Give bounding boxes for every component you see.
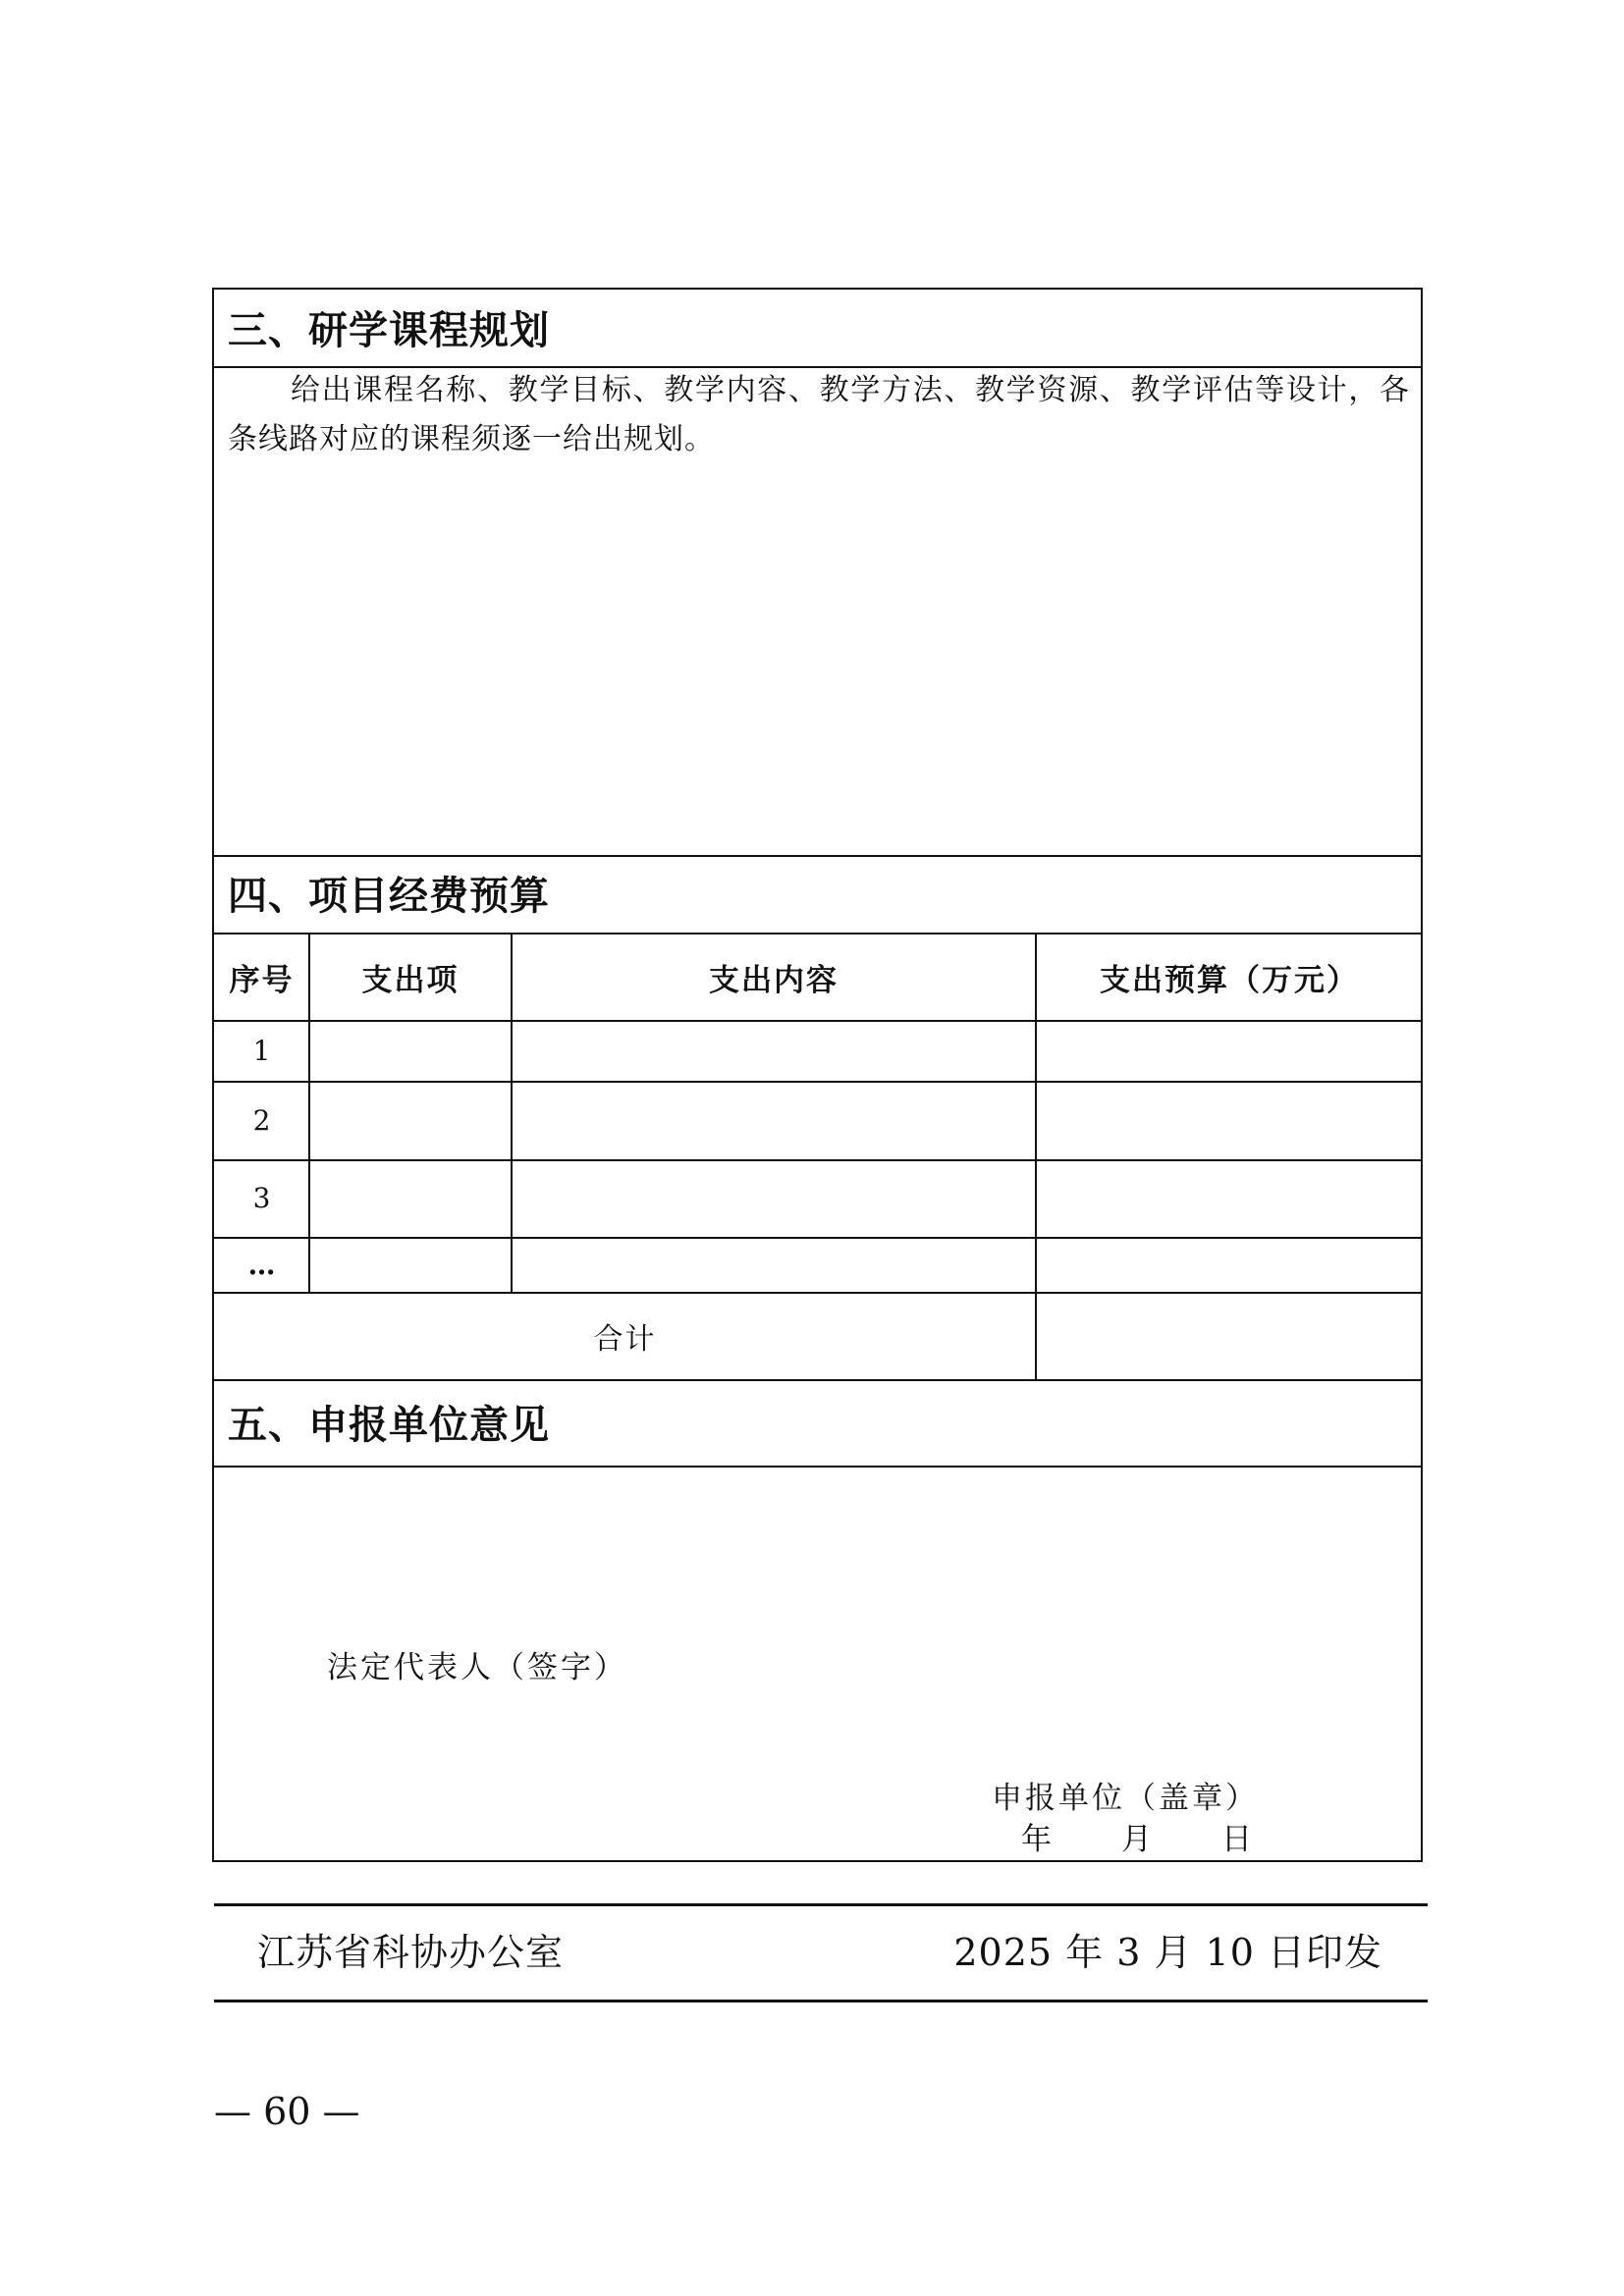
divider [214,855,1421,857]
total-label: 合计 [593,1321,657,1357]
legal-representative-signature-label: 法定代表人（签字） [327,1650,627,1685]
col-header-no: 序号 [229,963,295,998]
expense-content-cell[interactable] [513,1239,1035,1292]
expense-content-cell[interactable] [513,1022,1035,1081]
row-number: 3 [252,1182,271,1214]
expense-item-cell[interactable] [310,1022,511,1081]
footer-top-rule [214,1903,1428,1906]
issue-date: 2025 年 3 月 10 日印发 [953,1931,1382,1974]
expense-budget-cell[interactable] [1037,1083,1421,1159]
row-number: … [247,1248,276,1281]
issuer: 江苏省科协办公室 [257,1931,565,1974]
section-3-instructions: 给出课程名称、教学目标、教学内容、教学方法、教学资源、教学评估等设计，各条线路对应的课程须逐一给出规划。 [228,373,1410,456]
application-form [212,288,1423,1862]
col-header-budget: 支出预算（万元） [1100,963,1359,998]
footer-bottom-rule [214,2000,1428,2002]
col-header-content: 支出内容 [709,963,839,998]
expense-budget-cell[interactable] [1037,1022,1421,1081]
expense-item-cell[interactable] [310,1161,511,1237]
expense-content-cell[interactable] [513,1161,1035,1237]
section-5-title: 五、申报单位意见 [228,1403,550,1448]
expense-item-cell[interactable] [310,1239,511,1292]
section-4-title: 四、项目经费预算 [228,874,550,919]
expense-item-cell[interactable] [310,1083,511,1159]
total-value-cell[interactable] [1037,1294,1421,1379]
unit-seal-label: 申报单位（盖章） [992,1781,1259,1816]
section-3-title: 三、研学课程规划 [228,308,550,353]
col-header-item: 支出项 [361,963,460,998]
expense-budget-cell[interactable] [1037,1161,1421,1237]
expense-content-cell[interactable] [513,1083,1035,1159]
row-number: 2 [252,1103,271,1137]
signature-area[interactable] [626,1634,1019,1683]
divider [214,1379,1421,1381]
date-line: 年 月 日 [1021,1822,1255,1857]
expense-budget-cell[interactable] [1037,1239,1421,1292]
row-number: 1 [252,1034,271,1067]
page-number: — 60 — [214,2090,360,2133]
divider [214,1466,1421,1468]
course-plan-area[interactable] [214,466,1421,849]
